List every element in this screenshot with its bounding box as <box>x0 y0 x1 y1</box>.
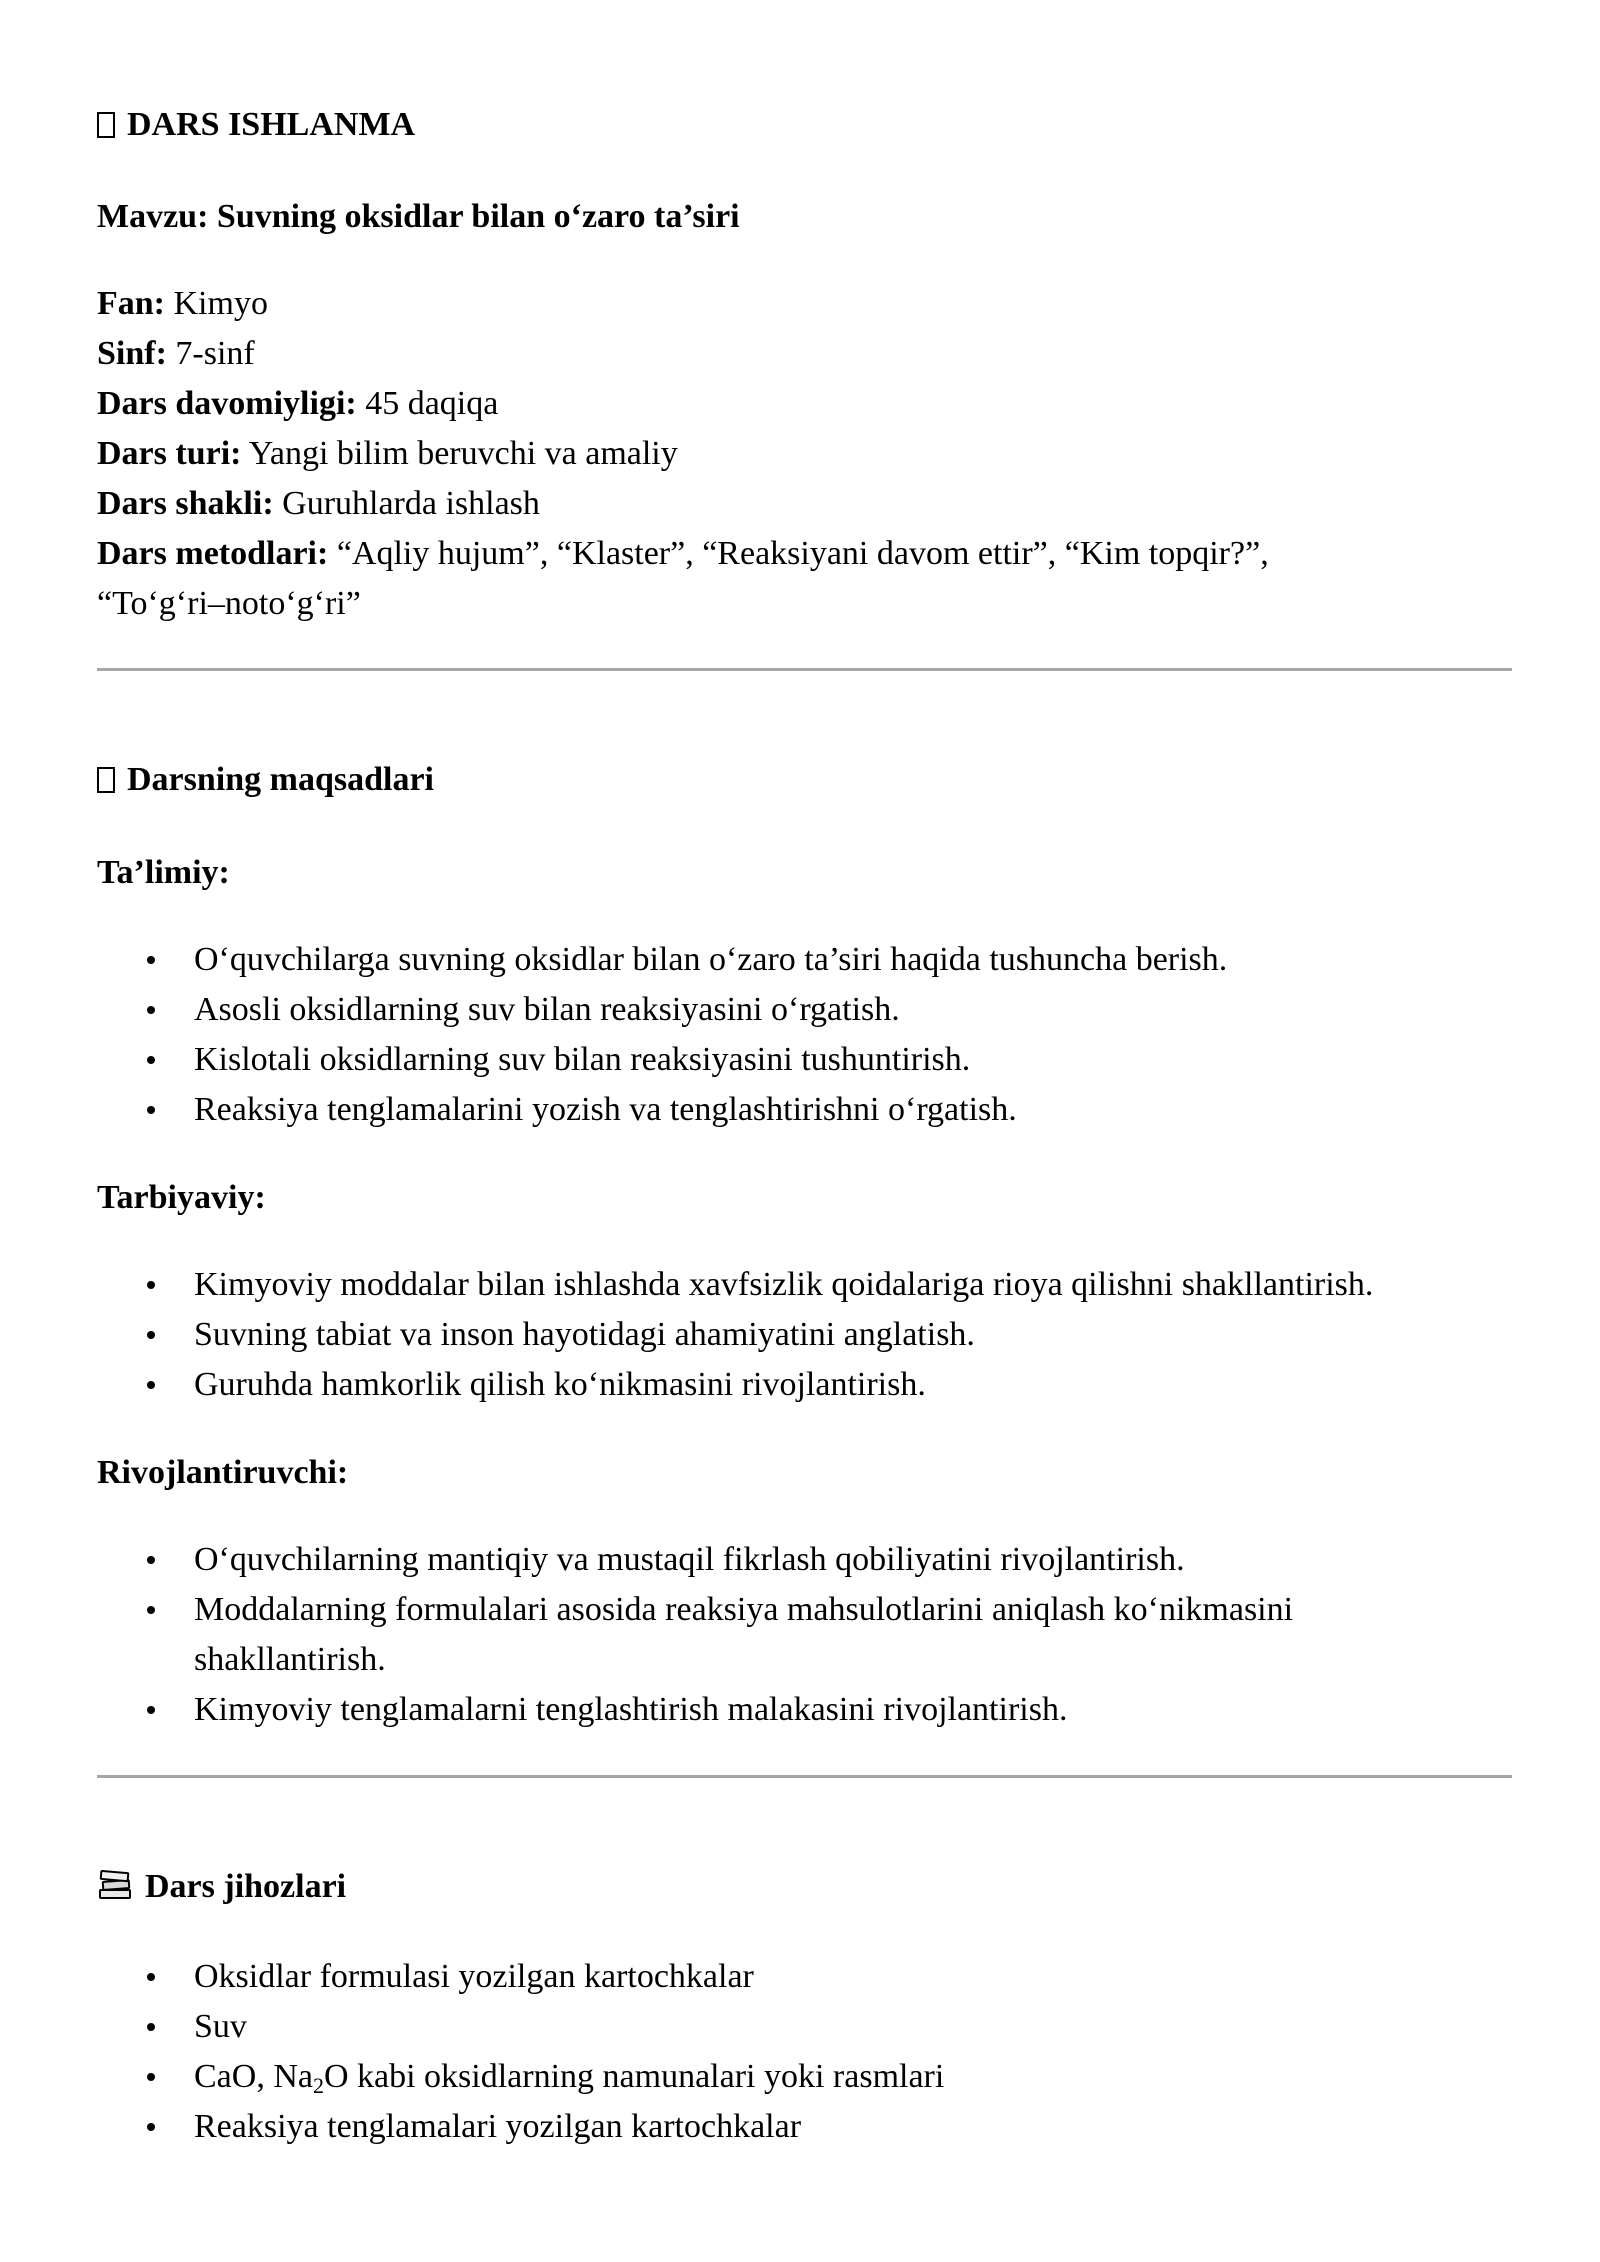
goals-heading: Darsning maqsadlari <box>97 755 434 805</box>
list-item: Reaksiya tenglamalari yozilgan kartochkalar <box>194 2108 802 2145</box>
list-item: Guruhda hamkorlik qilish ko‘nikmasini rivojlantirish. <box>194 1366 926 1403</box>
list-item: Kimyoviy moddalar bilan ishlashda xavfsizlik qoidalariga rioya qilishni shakllantirish. <box>194 1266 1374 1303</box>
section-divider <box>97 668 1512 671</box>
methods-line-continued: “To‘g‘ri–noto‘g‘ri” <box>97 585 361 622</box>
educational-label: Ta’limiy: <box>97 854 230 891</box>
section-divider <box>97 1775 1512 1778</box>
missing-glyph-icon <box>97 112 115 138</box>
lesson-type-line: Dars turi: Yangi bilim beruvchi va amaliy <box>97 435 678 472</box>
list-item: Kislotali oksidlarning suv bilan reaksiyasini tushuntirish. <box>194 1041 971 1078</box>
document-title: DARS ISHLANMA <box>97 100 415 150</box>
equipment-heading: Dars jihozlari <box>97 1862 346 1912</box>
list-item: Suv <box>194 2008 247 2045</box>
grade-line: Sinf: 7-sinf <box>97 335 255 372</box>
list-item: Reaksiya tenglamalarini yozish va tenglashtirishni o‘rgatish. <box>194 1091 1017 1128</box>
duration-line: Dars davomiyligi: 45 daqiqa <box>97 385 499 422</box>
list-item: O‘quvchilarga suvning oksidlar bilan o‘zaro ta’siri haqida tushuncha berish. <box>194 941 1228 978</box>
list-item: CaO, $Na_2O$ kabi oksidlarning namunalari yoki rasmlari <box>194 2058 945 2098</box>
list-item: Oksidlar formulasi yozilgan kartochkalar <box>194 1958 754 1995</box>
list-item: Moddalarning formulalari asosida reaksiya mahsulotlarini aniqlash ko‘nikmasini shakllantirish. <box>194 1591 1294 1678</box>
methods-line: Dars metodlari: “Aqliy hujum”, “Klaster”, “Reaksiyani davom ettir”, “Kim topqir?”, <box>97 535 1269 572</box>
upbringing-label: Tarbiyaviy: <box>97 1179 266 1216</box>
subject-line: Fan: Kimyo <box>97 285 268 322</box>
missing-glyph-icon <box>97 767 115 793</box>
list-item: Suvning tabiat va inson hayotidagi ahamiyatini anglatish. <box>194 1316 975 1353</box>
list-item: Kimyoviy tenglamalarni tenglashtirish malakasini rivojlantirish. <box>194 1691 1068 1728</box>
developmental-label: Rivojlantiruvchi: <box>97 1454 349 1491</box>
books-icon <box>97 1868 133 1902</box>
topic-line: Mavzu: Suvning oksidlar bilan o‘zaro ta’siri <box>97 198 740 235</box>
lesson-form-line: Dars shakli: Guruhlarda ishlash <box>97 485 540 522</box>
list-item: Asosli oksidlarning suv bilan reaksiyasini o‘rgatish. <box>194 991 900 1028</box>
list-item: O‘quvchilarning mantiqiy va mustaqil fikrlash qobiliyatini rivojlantirish. <box>194 1541 1185 1578</box>
